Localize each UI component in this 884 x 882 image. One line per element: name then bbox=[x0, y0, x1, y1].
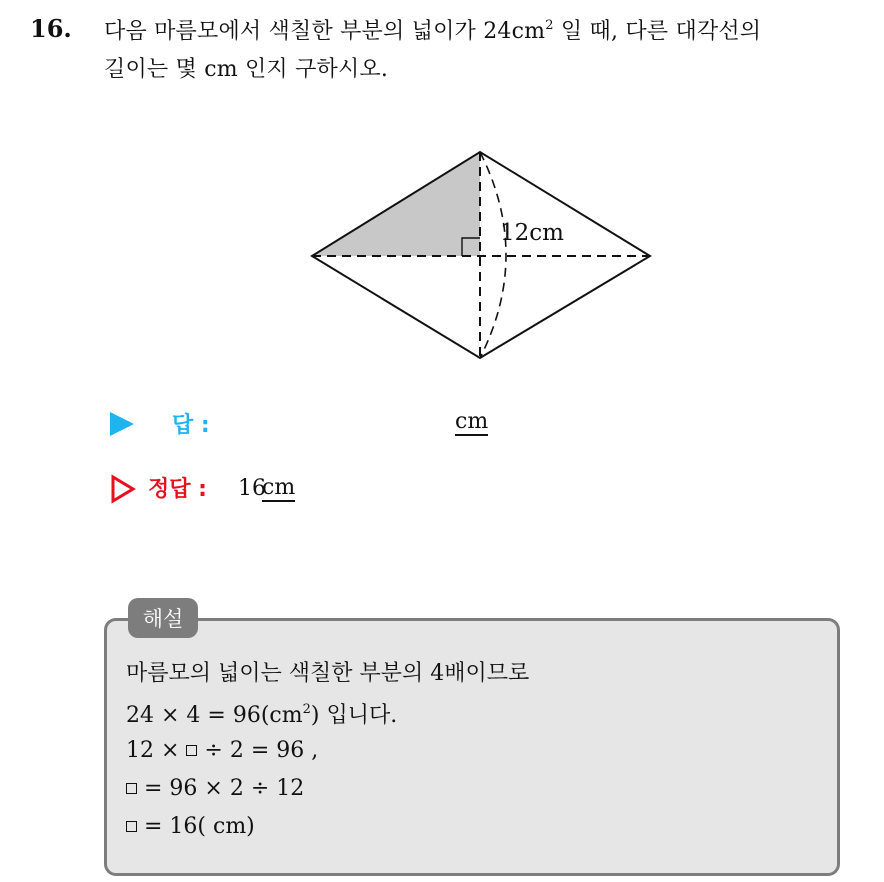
question-text-line2: 길이는 몇 cm 인지 구하시오. bbox=[104, 57, 389, 82]
correct-answer-unit: cm bbox=[262, 475, 296, 500]
answer-blank[interactable]: cm bbox=[455, 409, 489, 434]
question-number: 16. bbox=[30, 14, 72, 43]
answer-label: 답 : bbox=[172, 413, 210, 438]
correct-answer-value: 16 bbox=[238, 476, 266, 501]
question-text-line1: 다음 마름모에서 색칠한 부분의 넓이가 $24cm^2$ 일 때, 다른 대각선의 bbox=[104, 18, 762, 44]
diagonal-length-label: 12cm bbox=[500, 220, 564, 246]
explanation-line4: = 96 × 2 ÷ 12 bbox=[126, 776, 304, 801]
correct-answer-label: 정답 : bbox=[148, 477, 207, 502]
explanation-tab: 해설 bbox=[128, 598, 198, 638]
blank-box-icon bbox=[186, 745, 197, 756]
answer-row bbox=[110, 408, 510, 448]
explanation-line3: 12 × ÷ 2 = 96 , bbox=[126, 738, 319, 763]
explanation-line2: $24 \times 4 = 96(cm^2)$ 입니다. bbox=[126, 702, 398, 728]
rhombus-figure bbox=[300, 140, 660, 370]
outline-triangle-icon bbox=[110, 474, 136, 504]
explanation-line5: = 16( cm) bbox=[126, 814, 255, 839]
play-triangle-icon bbox=[110, 412, 134, 436]
correct-answer-row bbox=[110, 472, 510, 512]
blank-box-icon bbox=[126, 821, 137, 832]
blank-box-icon bbox=[126, 783, 137, 794]
explanation-line1: 마름모의 넓이는 색칠한 부분의 4배이므로 bbox=[126, 661, 530, 686]
